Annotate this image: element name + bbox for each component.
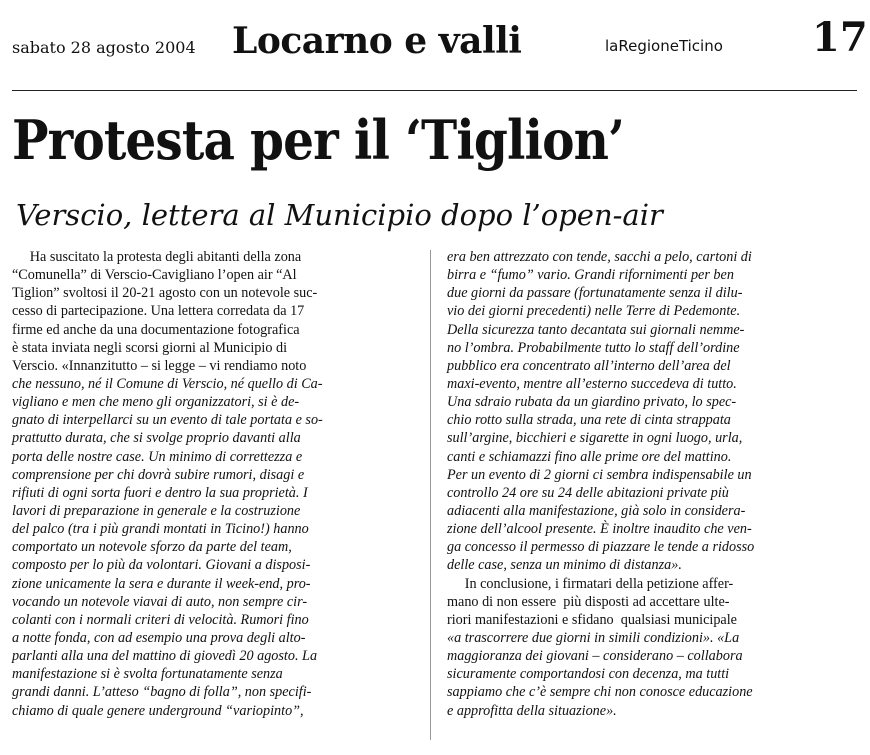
text-line: ga concesso il permesso di piazzare le tende a ridosso <box>447 539 755 556</box>
text-line: Ha suscitato la protesta degli abitanti della zona <box>12 249 302 265</box>
text-line: no l’ombra. Probabilmente tutto lo staff dell’ordine <box>447 339 740 356</box>
article-subheadline: Verscio, lettera al Municipio dopo l’open-air <box>16 198 663 232</box>
text-line: birra e “fumo” vario. Grandi rifornimenti per ben <box>447 267 734 284</box>
text-line: che nessuno, né il Comune di Verscio, né quello di Ca- <box>12 375 323 392</box>
text-line: firme ed anche da una documentazione fotografica <box>12 321 300 338</box>
text-line: porta delle nostre case. Un minimo di correttezza e <box>12 448 303 465</box>
text-line: Della sicurezza tanto decantata sui giornali nemme- <box>447 321 745 338</box>
text-line: Verscio. «Innanzitutto – si legge – vi rendiamo noto <box>12 357 307 374</box>
text-line: mano di non essere più disposti ad accettare ulte- <box>447 593 730 610</box>
text-line: delle case, senza un minimo di distanza». <box>447 557 682 574</box>
text-line: chiamo di quale genere underground “variopinto”, <box>12 702 304 719</box>
text-line: vio dei giorni precedenti) nelle Terre di Pedemonte. <box>447 303 741 320</box>
text-line: del palco (tra i più grandi montati in Ticino!) hanno <box>12 521 309 538</box>
text-line: vigliano e men che meno gli organizzatori, si è de- <box>12 394 300 411</box>
text-line: In conclusione, i firmatari della petizione affer- <box>447 575 734 592</box>
text-line: Una sdraio rubata da un giardino privato, lo spec- <box>447 394 737 411</box>
text-line: Per un evento di 2 giorni ci sembra indispensabile un <box>447 466 752 483</box>
text-line: composto per lo più da volontari. Giovani a disposi- <box>12 557 311 574</box>
text-line: adiacenti alla manifestazione, già solo in considera- <box>447 502 746 519</box>
text-line: maggioranza dei giovani – considerano – collabora <box>447 648 743 665</box>
text-line: controllo 24 ore su 24 delle abitazioni private più <box>447 484 729 501</box>
newspaper-name: laRegioneTicino <box>605 37 723 55</box>
text-line: colanti con i normali criteri di velocità. Rumori fino <box>12 611 309 628</box>
text-line: canti e schiamazzi fino alle prime ore del mattino. <box>447 448 732 465</box>
text-line: grandi danni. L’atteso “bagno di folla”, non specifi- <box>12 684 312 701</box>
masthead <box>0 0 870 90</box>
article-headline: Protesta per il ‘Tiglion’ <box>12 108 625 172</box>
text-line: a notte fonda, con ad esempio una prova degli alto- <box>12 629 306 646</box>
text-line: riori manifestazioni e sfidano qualsiasi municipale <box>447 611 737 628</box>
text-line: è stata inviata negli scorsi giorni al Municipio di <box>12 339 288 356</box>
text-line: cesso di partecipazione. Una lettera corredata da 17 <box>12 303 305 320</box>
text-line: rifiuti di ogni sorta fuori e dentro la sua proprietà. I <box>12 484 308 501</box>
text-line: sicuramente comportandosi con decenza, ma tutti <box>447 666 730 683</box>
page-number: 17 <box>812 14 868 61</box>
text-line: lavori di preparazione in generale e la costruzione <box>12 502 301 519</box>
text-line: e approfitta della situazione». <box>447 702 617 719</box>
text-line: «a trascorrere due giorni in simili condizioni». «La <box>447 629 740 646</box>
text-line: sappiamo che c’è sempre chi non conosce educazione <box>447 684 753 701</box>
column-divider <box>430 250 431 740</box>
text-line: chio rotto sulla strada, una rete di cinta strappata <box>447 412 731 429</box>
text-line: zione dell’alcool presente. È inoltre inaudito che ven- <box>447 521 752 538</box>
text-line: “Comunella” di Verscio-Cavigliano l’open air “Al <box>12 267 297 284</box>
text-line: gnato di interpellarci su un evento di tale portata e so- <box>12 412 323 429</box>
text-line: Tiglion” svoltosi il 20-21 agosto con un notevole suc- <box>12 285 318 302</box>
issue-date: sabato 28 agosto 2004 <box>12 38 196 57</box>
text-line: era ben attrezzato con tende, sacchi a pelo, cartoni di <box>447 249 752 265</box>
text-line: parlanti alla una del mattino di giovedì 20 agosto. La <box>12 648 318 665</box>
article-column-right <box>447 248 855 720</box>
text-line: zione unicamente la sera e durante il week-end, pro- <box>12 575 311 592</box>
text-line: comprensione per chi dovrà subire rumori, disagi e <box>12 466 305 483</box>
text-line: sull’argine, bicchieri e sigarette in ogni luogo, urla, <box>447 430 743 447</box>
text-line: maxi-evento, mentre all’esterno succedeva di tutto. <box>447 375 737 392</box>
text-line: comportato un notevole sforzo da parte del team, <box>12 539 292 556</box>
article-column-left <box>12 248 414 720</box>
section-title: Locarno e valli <box>232 20 522 62</box>
text-line: pubblico era concentrato all’interno dell’area del <box>447 357 731 374</box>
text-line: prattutto durata, che si svolge proprio davanti alla <box>12 430 301 447</box>
text-line: manifestazione si è svolta fortunatamente senza <box>12 666 283 683</box>
header-divider <box>12 90 857 91</box>
text-line: vocando un notevole viavai di auto, non sempre cir- <box>12 593 308 610</box>
text-line: due giorni da passare (fortunatamente senza il dilu- <box>447 285 743 302</box>
